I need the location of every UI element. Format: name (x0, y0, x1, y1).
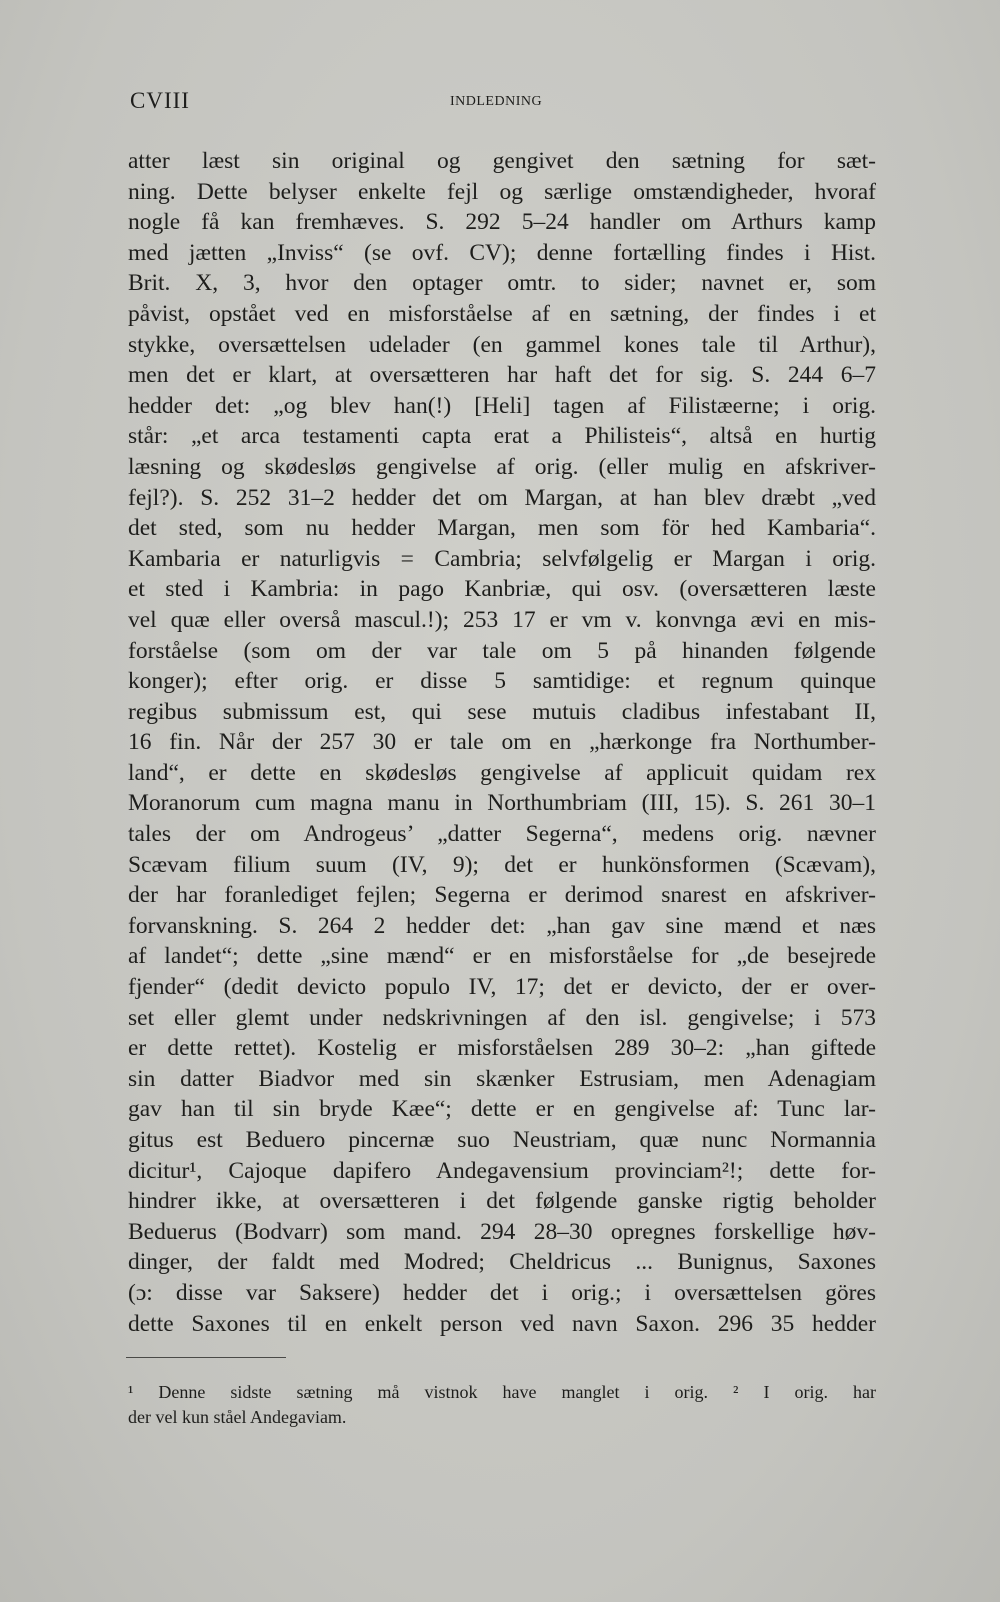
text-line: gav han til sin bryde Kæe“; dette er en gengivelse af: Tunc lar- (128, 1096, 876, 1123)
text-line: sin datter Biadvor med sin skænker Estrusiam, men Adenagiam (128, 1065, 876, 1092)
text-line: vel quæ eller overså mascul.!); 253 17 er vm v. konvnga ævi en mis- (128, 606, 876, 633)
text-line: dinger, der faldt med Modred; Cheldricus ... Bunignus, Saxones (128, 1249, 876, 1276)
text-line: hedder det: „og blev han(!) [Heli] tagen af Filistæerne; i orig. (128, 392, 876, 419)
text-line: Scævam filium suum (IV, 9); det er hunkönsformen (Scævam), (128, 851, 876, 878)
running-head (130, 88, 870, 118)
text-line: Brit. X, 3, hvor den optager omtr. to sider; navnet er, som (128, 270, 876, 297)
text-line: dicitur¹, Cajoque dapifero Andegavensium provinciam²!; dette for- (128, 1157, 876, 1184)
text-line: forståelse (som om der var tale om 5 på hinanden følgende (128, 637, 876, 664)
text-line: stykke, oversættelsen udelader (en gammel kones tale til Arthur), (128, 331, 876, 358)
text-line: Beduerus (Bodvarr) som mand. 294 28–30 opregnes forskellige høv- (128, 1218, 876, 1245)
footnote-divider (126, 1357, 286, 1358)
text-line: fjender“ (dedit devicto populo IV, 17; det er devicto, der er over- (128, 974, 876, 1001)
text-line: Moranorum cum magna manu in Northumbriam (III, 15). S. 261 30–1 (128, 790, 876, 817)
text-line: konger); efter orig. er disse 5 samtidige: et regnum quinque (128, 668, 876, 695)
text-line: tales der om Androgeus’ „datter Segerna“, medens orig. nævner (128, 821, 876, 848)
footnotes (128, 1380, 876, 1430)
text-line: står: „et arca testamenti capta erat a Philisteis“, altså en hurtig (128, 423, 876, 450)
text-line: set eller glemt under nedskrivningen af den isl. gengivelse; i 573 (128, 1004, 876, 1031)
text-line: er dette rettet). Kostelig er misforståelsen 289 30–2: „han giftede (128, 1035, 876, 1062)
text-line: med jætten „Inviss“ (se ovf. CV); denne fortælling findes i Hist. (128, 239, 876, 266)
running-title: INDLEDNING (450, 94, 543, 109)
text-line: der har foranlediget fejlen; Segerna er derimod snarest en afskriver- (128, 882, 876, 909)
text-line: læsning og skødesløs gengivelse af orig. (eller mulig en afskriver- (128, 453, 876, 480)
text-line: af landet“; dette „sine mænd“ er en misforståelse for „de besejrede (128, 943, 876, 970)
text-line: dette Saxones til en enkelt person ved navn Saxon. 296 35 hedder (128, 1310, 876, 1337)
text-line: (ɔ: disse var Saksere) hedder det i orig.; i oversættelsen göres (128, 1279, 876, 1306)
text-line: påvist, opstået ved en misforståelse af en sætning, der findes i et (128, 300, 876, 327)
footnote-line: ¹ Denne sidste sætning må vistnok have manglet i orig. ² I orig. har (128, 1382, 876, 1402)
text-line: men det er klart, at oversætteren har haft det for sig. S. 244 6–7 (128, 362, 876, 389)
text-line: forvanskning. S. 264 2 hedder det: „han gav sine mænd et næs (128, 912, 876, 939)
text-line: ning. Dette belyser enkelte fejl og særlige omstændigheder, hvoraf (128, 178, 876, 205)
page-number: CVIII (130, 88, 190, 113)
text-line: Kambaria er naturligvis = Cambria; selvfølgelig er Margan i orig. (128, 545, 876, 572)
text-line: 16 fin. Når der 257 30 er tale om en „hærkonge fra Northumber- (128, 729, 876, 756)
text-line: hindrer ikke, at oversætteren i det følgende ganske rigtig beholder (128, 1188, 876, 1215)
footnote-line: der vel kun ståel Andegaviam. (128, 1407, 347, 1427)
text-line: nogle få kan fremhæves. S. 292 5–24 handler om Arthurs kamp (128, 209, 876, 236)
text-line: det sted, som nu hedder Margan, men som för hed Kambaria“. (128, 515, 876, 542)
text-line: regibus submissum est, qui sese mutuis cladibus infestabant II, (128, 698, 876, 725)
text-line: gitus est Beduero pincernæ suo Neustriam, quæ nunc Normannia (128, 1127, 876, 1153)
text-line: et sted i Kambria: in pago Kanbriæ, qui osv. (oversætteren læste (128, 576, 876, 603)
text-line: land“, er dette en skødesløs gengivelse af applicuit quidam rex (128, 759, 876, 786)
text-line: atter læst sin original og gengivet den sætning for sæt- (128, 148, 876, 174)
body-text (128, 146, 876, 1339)
text-line: fejl?). S. 252 31–2 hedder det om Margan, at han blev dræbt „ved (128, 484, 876, 511)
